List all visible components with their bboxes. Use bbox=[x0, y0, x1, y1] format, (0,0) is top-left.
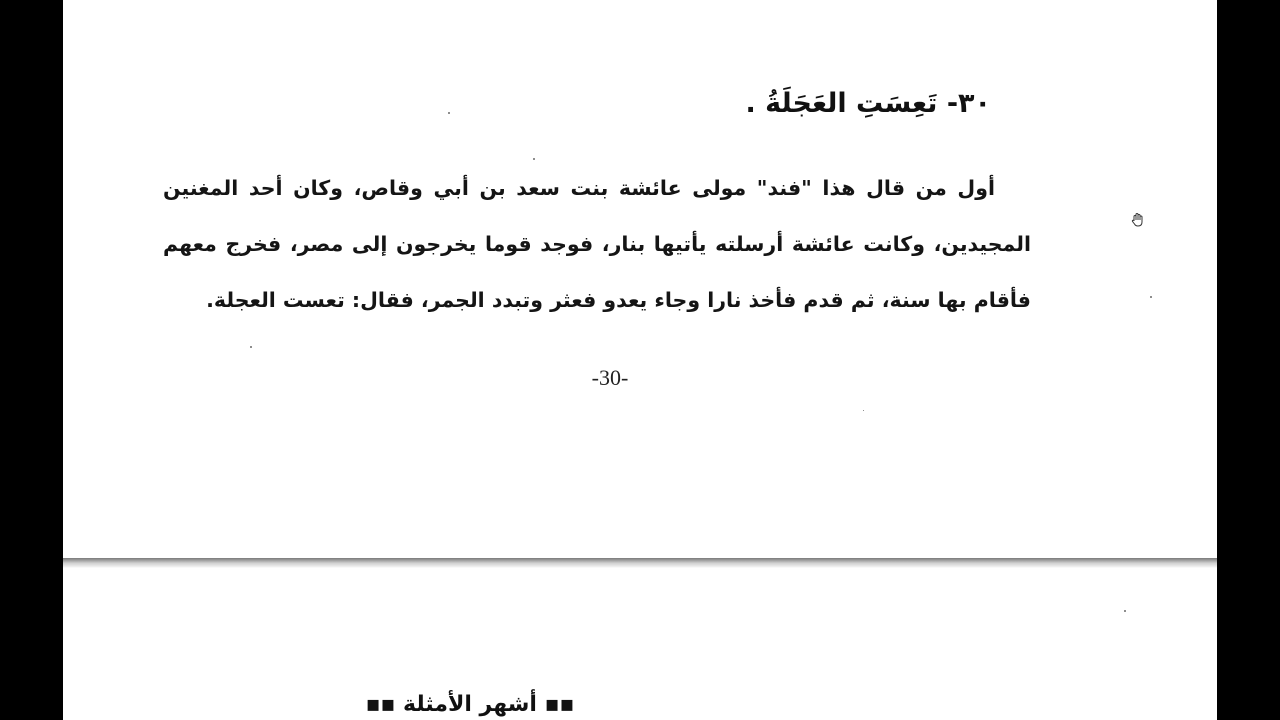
proverb-body-text bbox=[163, 160, 1031, 328]
page-separator bbox=[63, 558, 1217, 568]
scan-speck bbox=[250, 346, 252, 348]
proverb-heading: ٣٠- تَعِسَتِ العَجَلَةُ . bbox=[745, 88, 991, 119]
document-page-30[interactable] bbox=[63, 0, 1217, 558]
scan-speck bbox=[448, 112, 450, 114]
scan-speck bbox=[533, 158, 535, 160]
scan-speck bbox=[1124, 610, 1126, 612]
scan-speck bbox=[863, 410, 864, 411]
scan-speck bbox=[1150, 296, 1152, 298]
running-header: ▪▪ أشهر الأمثلة ▪▪ bbox=[365, 692, 575, 717]
page-number: -30- bbox=[591, 365, 629, 390]
document-page-31[interactable] bbox=[63, 568, 1217, 720]
proverb-paragraph: أول من قال هذا "فند" مولى عائشة بنت سعد بن أبي وقاص، وكان أحد المغنين المجيدين، وكانت عائشة أرسلته يأتيها بنار، فوجد قوما يخرجون إلى مصر، فخرج معهم فأقام بها سنة، ثم قدم فأخذ نارا وجاء يعدو فعثر وتبدد الجمر، فقال: تعست العجلة. bbox=[163, 176, 1031, 312]
hand-pointer-icon bbox=[1130, 212, 1146, 228]
